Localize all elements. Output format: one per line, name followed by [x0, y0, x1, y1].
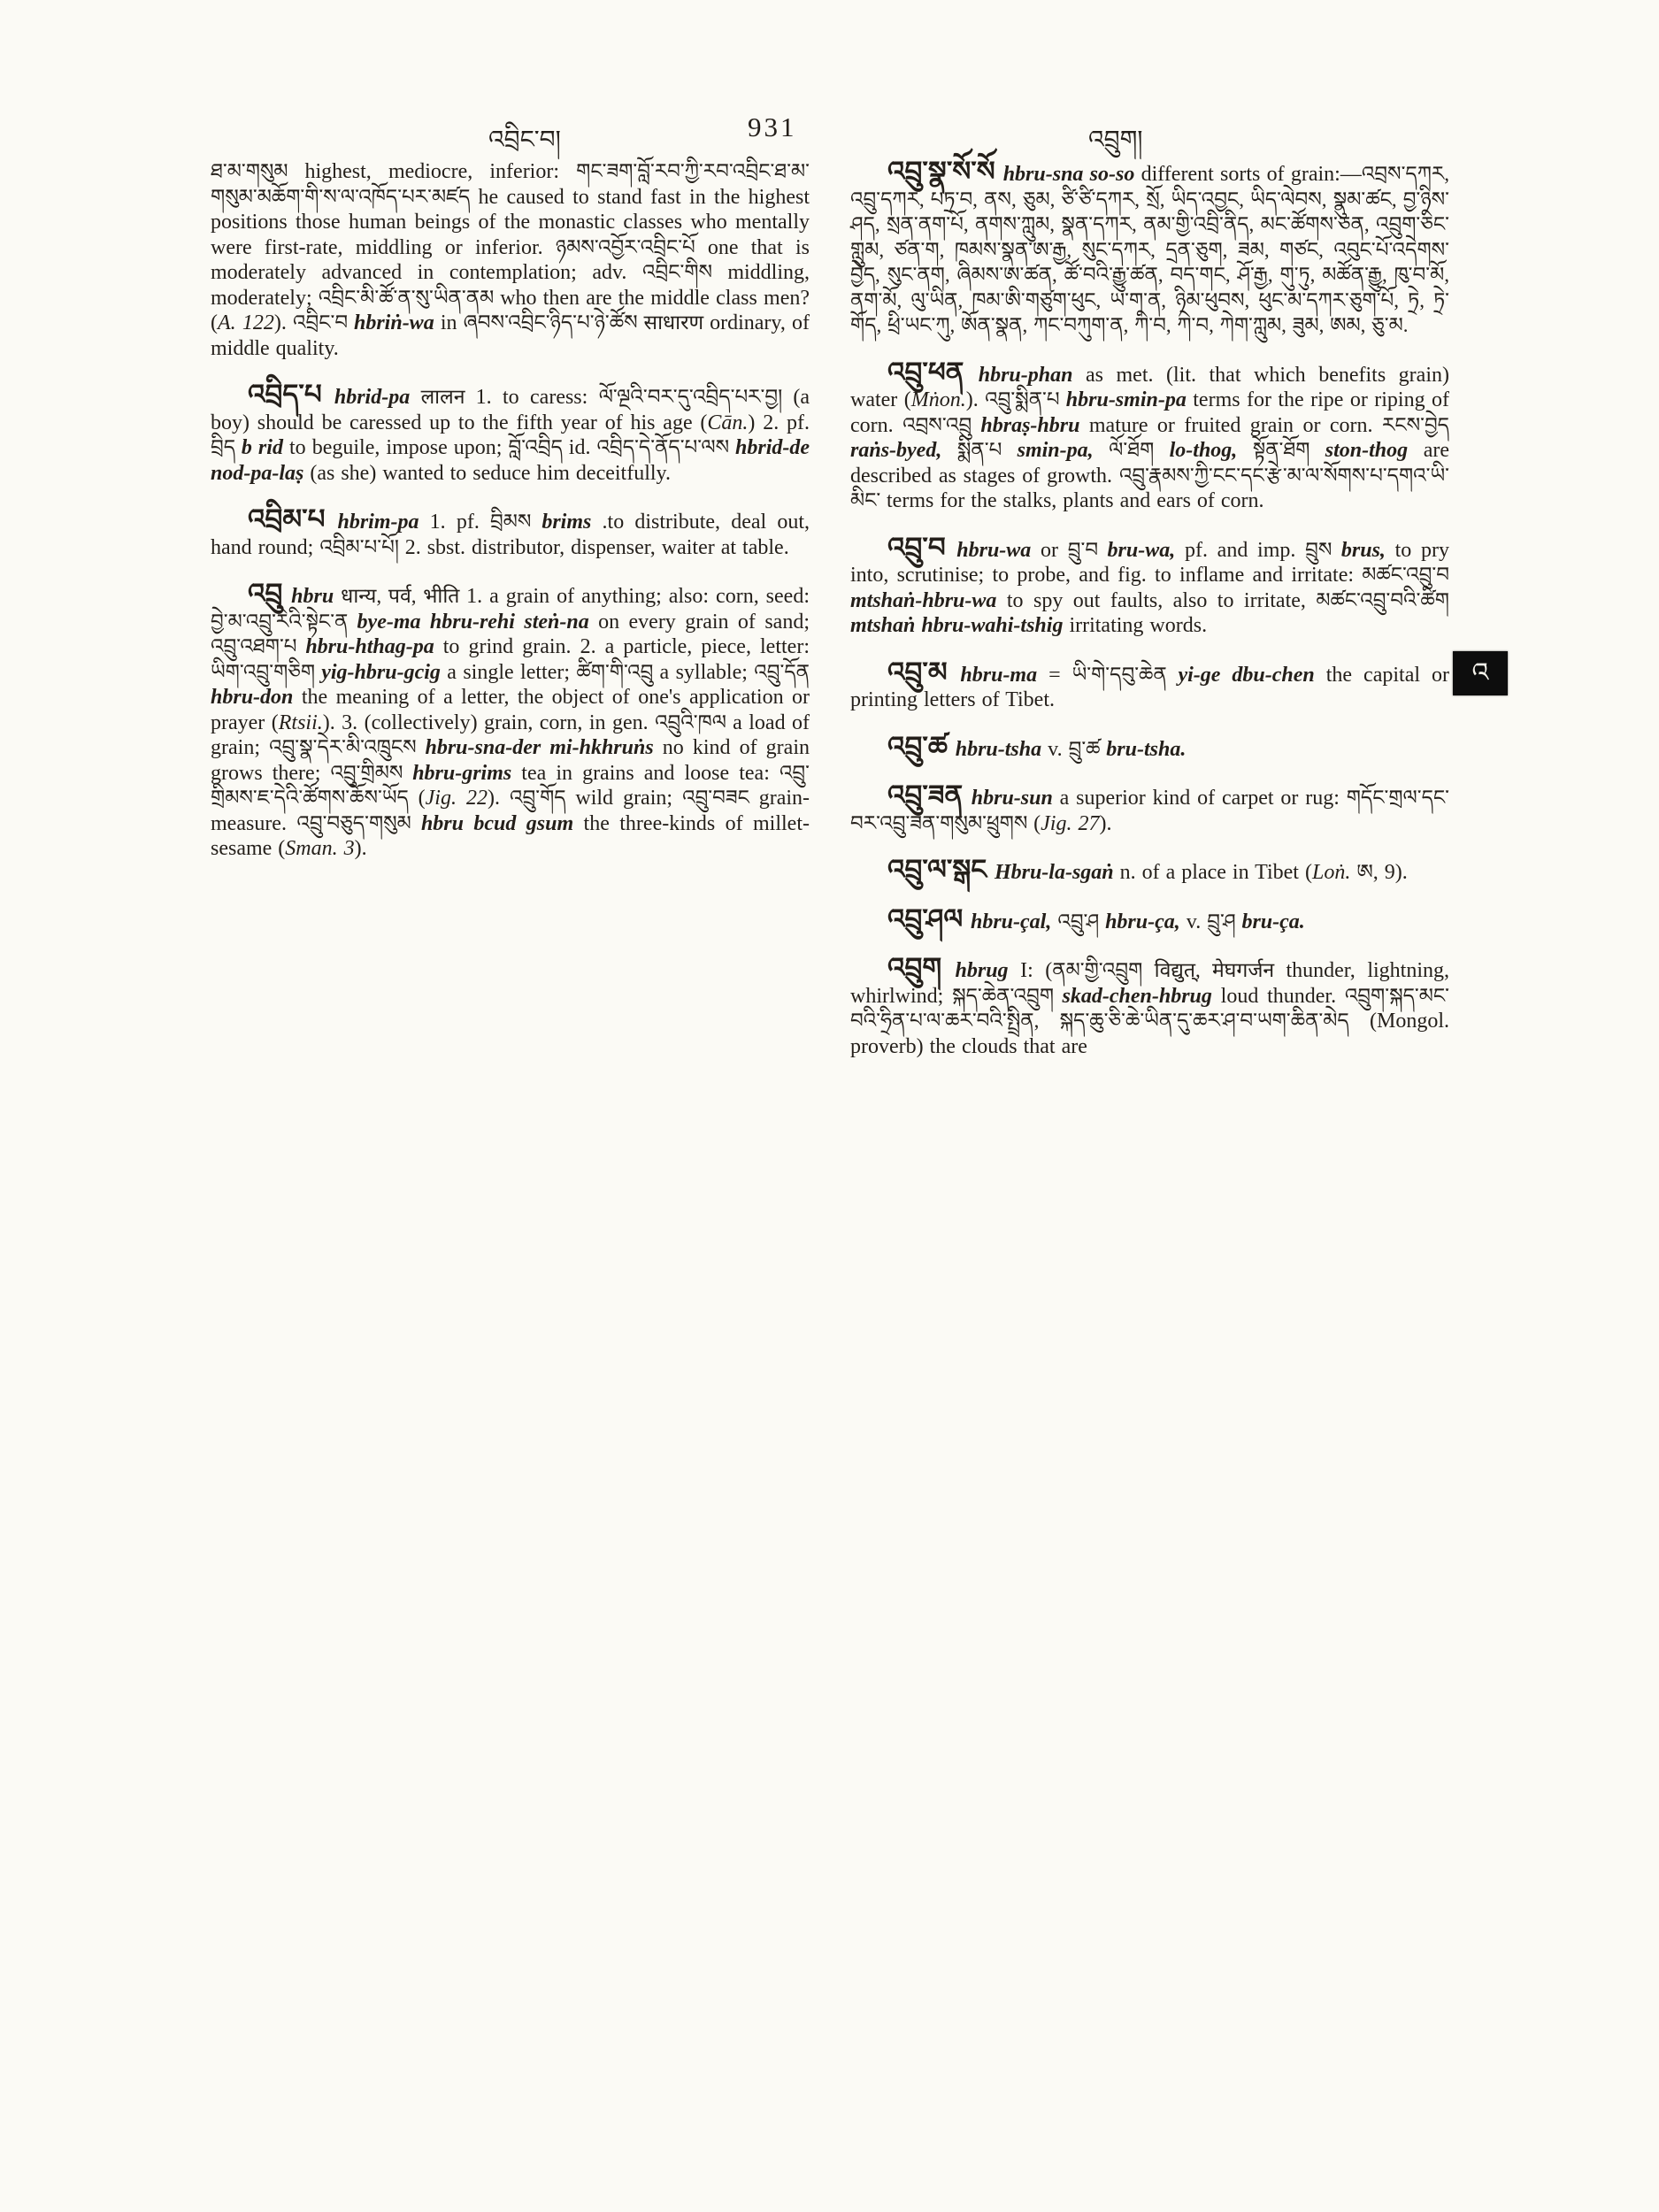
text-segment: terms for the ripe or riping of corn.: [850, 388, 1449, 437]
text-segment: ) 2. pf.: [748, 411, 810, 434]
text-segment: who then are the middle class men? (: [211, 286, 810, 334]
text-segment: འབྲུ་རྣམས་ཀྱི་ངང་དང་རྩེ་མ་ལ་སོགས་པ་དགའ་ཡི་མིང་: [850, 464, 1449, 511]
text-segment: hbru-sna-der mi-hkhruṅs: [425, 736, 663, 759]
text-segment: ston-thog: [1325, 439, 1424, 462]
text-segment: བྲིད: [211, 436, 242, 458]
text-segment: highest, mediocre, inferior:: [304, 160, 577, 183]
text-segment: a single letter;: [447, 660, 577, 684]
text-segment: འབྲུ་བཟང: [682, 787, 759, 809]
text-segment: 1. to caress:: [475, 386, 599, 409]
text-segment: धान्य, पर्व, भीति: [341, 585, 467, 607]
text-segment: ལོ་ཐོག: [1109, 439, 1170, 461]
text-segment: གདོང་གྲལ་དང་བར་འབྲུ་ཟན་གསུམ་ཕྲུགས: [850, 787, 1450, 834]
text-segment: middling, moderately;: [211, 261, 810, 310]
text-segment: མཚང་འབྲུ་བ: [1362, 564, 1449, 586]
entry-hbru-ma: [850, 656, 1449, 713]
text-segment: n. of a place in Tibet (: [1119, 861, 1312, 884]
text-segment: འབྲུ་ཚ: [887, 730, 956, 762]
text-segment: འབྲིད་པ: [248, 379, 334, 410]
text-segment: གང་ཟག་བློ་རབ་ཀྱི་རབ་འབྲིང་ཐ་མ་གསུམ་མཆོག་གི་ས་ལ་འཁོད་པར་མཛད: [211, 160, 810, 208]
text-segment: a load of grain;: [211, 710, 810, 759]
left-column: [211, 159, 810, 883]
text-segment: འབྲིམ་པ་པོ།: [319, 535, 405, 558]
text-segment: ).: [1099, 811, 1112, 835]
text-segment: hbrid-de nod-pa-laṣ: [211, 436, 810, 485]
text-segment: Mṅon.: [910, 388, 966, 411]
entry-hbru-tsha: [850, 730, 1449, 763]
text-segment: འབྲིང་བ: [292, 311, 354, 334]
text-segment: or: [1041, 538, 1068, 562]
text-segment: (: [1033, 811, 1041, 835]
text-segment: are described as stages of growth.: [850, 439, 1449, 488]
text-segment: on every grain of sand;: [598, 610, 810, 634]
text-segment: hbru-don: [211, 686, 302, 709]
text-segment: འབྲིད་དེ་ནོད་པ་ལས: [596, 436, 736, 458]
text-segment: འབྲུ་སྣ་སོ་སོ: [887, 156, 1003, 187]
text-segment: Loṅ.: [1311, 861, 1357, 884]
text-segment: a superior kind of carpet or rug:: [1059, 787, 1347, 810]
text-segment: hbru-hthag-pa: [305, 635, 443, 658]
text-segment: མཚང་འབྲུ་བའི་ཚིག: [1316, 588, 1449, 611]
text-segment: smin-pa,: [1017, 439, 1110, 462]
text-segment: ཐ་མ་གསུམ: [211, 160, 305, 182]
text-segment: འབྲུ་ཤ: [1057, 910, 1106, 933]
text-segment: འབྲུ་འཐག་པ: [211, 635, 306, 657]
text-segment: hbru bcud gsum: [420, 811, 584, 835]
text-segment: to beguile, impose upon;: [289, 436, 509, 459]
text-segment: hbru-çal,: [970, 910, 1058, 933]
text-segment: ). 3. (collectively) grain, corn, in gen.: [322, 710, 656, 734]
text-columns: [211, 156, 1450, 1080]
text-segment: འབྲུ་ལ་སྒང: [887, 854, 995, 885]
text-segment: mature or fruited grain or corn.: [1088, 413, 1382, 437]
text-segment: (Mongol. proverb) the clouds that are: [850, 1010, 1449, 1058]
text-segment: འབྲིམ་པ: [248, 503, 338, 534]
text-segment: Jig. 27: [1041, 811, 1100, 835]
entry-hbru-cal: [850, 902, 1449, 935]
text-segment: འབྲུ་བཅུད་གསུམ: [296, 811, 421, 834]
text-segment: འབྲུ་བ: [887, 531, 957, 563]
text-segment: hbrug: [955, 959, 1021, 982]
text-segment: bye-ma hbru-rehi steṅ-na: [357, 610, 599, 634]
text-segment: བྲུ་ཤ: [1207, 910, 1242, 933]
entry-hbru: [211, 578, 810, 862]
text-segment: the meaning of a letter, the object of one's application or prayer (: [211, 686, 810, 734]
text-segment: I: (: [1020, 959, 1053, 982]
text-segment: ཡིག་འབྲུ་གཅིག: [211, 660, 322, 683]
header-keyword-right: འབྲུག།: [1088, 127, 1143, 154]
text-segment: ཡི་གེ་དབུ་ཆེན: [1071, 663, 1179, 686]
text-segment: ཨ: [1356, 861, 1373, 883]
text-segment: འབྲུའི་ཁལ: [655, 710, 733, 733]
text-segment: འབྲུ་སྣ་དེར་མི་འཁྲུངས: [269, 736, 426, 758]
text-segment: hbriṅ-wa: [353, 311, 441, 334]
text-segment: འབྲུ་ཤལ: [887, 902, 971, 934]
entry-hbrim-pa: [211, 503, 810, 560]
text-segment: ).: [487, 787, 511, 810]
text-segment: རངས་བྱེད: [1381, 413, 1449, 436]
text-segment: in: [440, 311, 464, 334]
text-segment: 2. sbst. distributor, dispenser, waiter at table.: [404, 535, 789, 559]
text-segment: hbru-wa: [956, 538, 1041, 562]
text-segment: hbru: [291, 585, 342, 608]
entry-hbru-la-sgan: [850, 854, 1449, 886]
text-segment: ).: [965, 388, 986, 411]
text-segment: skad-chen-hbrug: [1062, 984, 1221, 1008]
text-segment: འབྲུ་གྲིམས: [330, 761, 413, 784]
text-segment: Sman. 3: [285, 837, 355, 860]
text-segment: wild grain;: [575, 787, 683, 810]
text-segment: (as she) wanted to seduce him deceitfully.: [310, 461, 671, 485]
text-segment: विद्युत्, मेघगर्जन: [1154, 959, 1286, 981]
text-segment: irritating words.: [1069, 614, 1208, 637]
entry-hbru-wa: [850, 531, 1450, 639]
text-segment: འབྲུ་གྲིམས་ཇ་དེའི་ཚོགས་ཆོས་ཡོད: [211, 761, 810, 809]
text-segment: ལོ་ལྔའི་བར་དུ་འབྲིད་པར་བྱ།: [598, 386, 794, 408]
text-segment: hbru-grims: [412, 761, 522, 785]
text-segment: འབྲུག: [887, 952, 956, 983]
text-segment: བློ་འབྲིད: [508, 436, 569, 458]
text-segment: hbru-ma: [960, 663, 1049, 687]
text-segment: tea in grains and loose tea:: [521, 761, 780, 785]
text-segment: (: [418, 787, 426, 810]
entry-hbrin-wa-continuation: [211, 159, 810, 361]
text-segment: raṅs-byed,: [850, 439, 957, 462]
thumb-tab-letter: འ: [1471, 658, 1489, 687]
text-segment: .to distribute, deal out, hand round;: [211, 511, 810, 559]
text-segment: one that is moderately advanced in contemplation; adv.: [211, 235, 810, 284]
text-segment: འབྲས་འབྲུ: [902, 413, 981, 436]
text-segment: bru-ça.: [1241, 910, 1305, 933]
text-segment: hbru-ça,: [1105, 910, 1187, 933]
text-segment: འབྲས་དཀར, འབྲུ་དཀར, པཏྲ་བ, ནས, ཅུམ, ཙི་ཙི་དཀར, སྲོ, ཡིད་འབྱང, ཡིད་ལེབས, སྣུམ་ཚང, བྱ་ཉིས་ཤད, སྲན་ནག་པོ, ནགས་ཀླུམ, སྣན་དཀར, ནམ་གྱི་འབྲི་ནིད, མང་ཚོགས་ཅན, འབྲུག་ཅིང་གླུམ, ཙན་ག, ཁམས་སྣན་ཨ་རྒྱ, སུང་དཀར, དྲན་ཅུག, ཟམ, གཙང, འབུང་པོ་འདེགས་བྱེད, སུང་ནག, ཞིམས་ཨ་ཚན, ཚོ་བའི་རྒྱུ་ཚན, བད་གང, ཤོ་རྒྱ, གུ་ཏུ, མཚོན་རྒྱུ, ཁུ་བ་མོ, ནག་མོ, ལུ་ཡིན, ཁམ་ཨི་གཙུག་ཕུང, ཡ་ག་ན, ཉིམ་ཕུབས, ཕུང་མ་དཀར་ཅུག་པོ, ཏྲེ, ཏྲེ་གོད, ཕྲི་ཡང་ཀུ, ཨོན་སྣན, ཀང་བཀུག་ན, ཀི་བ, ཀེ་བ, ཀེག་ཀླུམ, ཟུམ, ཨམ, ཅུ་མ.: [850, 163, 1449, 336]
right-column: [850, 156, 1450, 1080]
text-segment: pf. and imp.: [1184, 538, 1306, 562]
text-segment: འབྲུ་སྨིན་པ: [985, 388, 1066, 411]
text-segment: lo-thog,: [1169, 439, 1253, 462]
entry-hbru-sun: [850, 780, 1450, 836]
text-segment: mtshaṅ hbru-wahi-tshig: [850, 614, 1070, 637]
text-segment: =: [1048, 663, 1072, 687]
text-segment: སྨིན་པ: [956, 439, 1018, 461]
text-segment: loud thunder.: [1220, 984, 1345, 1008]
text-segment: འབྲུ་དོན: [754, 660, 810, 683]
text-segment: hbraṣ-hbru: [980, 413, 1089, 437]
text-segment: mtshaṅ-hbru-wa: [850, 588, 1007, 612]
text-segment: བྱེ་མ་འབྲུ་རེའི་སྟེང་ན: [211, 610, 357, 633]
text-segment: Cān.: [707, 411, 749, 434]
section-thumb-tab: [1453, 651, 1508, 695]
text-segment: ཚིག་གི་འབྲུ: [576, 660, 660, 683]
page-number: 931: [748, 111, 797, 142]
text-segment: 1. pf.: [429, 511, 490, 534]
text-segment: id.: [568, 436, 597, 459]
text-segment: hbru-smin-pa: [1065, 388, 1194, 411]
text-segment: འབྲིང་མི་ཚོ་ན་སུ་ཡིན་ནམ: [318, 286, 501, 309]
text-segment: to pry into, scrutinise; to probe, and fig. to inflame and irritate:: [850, 538, 1450, 587]
text-segment: འབྲུ་གོད: [510, 787, 576, 809]
text-segment: thunder, lightning, whirlwind;: [850, 959, 1449, 1008]
entry-hbru-sna-so-so: [850, 156, 1449, 339]
text-segment: b rid: [241, 436, 289, 459]
text-segment: terms for the stalks, plants and ears of corn.: [887, 489, 1264, 512]
text-segment: to spy out faults, also to irritate,: [1006, 588, 1317, 612]
text-segment: brus,: [1340, 538, 1395, 562]
entry-hbrid-pa: [211, 379, 810, 486]
text-segment: hbru-tsha: [955, 737, 1048, 761]
text-segment: to grind grain. 2. a particle, piece, letter:: [442, 635, 810, 658]
text-segment: Hbru-la-sgaṅ: [994, 861, 1120, 884]
text-segment: ནམ་གྱི་འབྲུག: [1052, 959, 1155, 981]
text-segment: v.: [1048, 737, 1069, 761]
entry-hbrug: [850, 952, 1449, 1059]
text-segment: སྐད་ཆེན་འབྲུག: [952, 984, 1063, 1007]
text-segment: Jig. 22: [425, 787, 488, 810]
text-segment: Rtsii.: [278, 710, 323, 734]
text-segment: ).: [273, 311, 293, 334]
text-segment: brims: [541, 511, 603, 534]
text-segment: hbrid-pa: [334, 386, 421, 409]
text-segment: བྲུ་ཚ: [1068, 737, 1107, 760]
text-segment: འབྲིང་གིས: [641, 261, 728, 283]
text-segment: a syllable;: [659, 660, 755, 684]
text-segment: साधारण: [643, 311, 710, 334]
text-segment: hbru-phan: [978, 363, 1086, 387]
text-segment: no kind of grain grows there;: [211, 736, 810, 785]
text-segment: 1. a grain of anything; also: corn, seed:: [466, 585, 810, 608]
text-segment: ཞབས་འབྲིང་ཉིད་པ་ཉེ་ཚོས: [463, 311, 644, 334]
text-segment: བྲིམས: [490, 511, 542, 533]
text-segment: , 9).: [1372, 861, 1408, 884]
text-segment: bru-tsha.: [1106, 737, 1187, 761]
text-segment: འབྲུ་མ: [887, 656, 961, 687]
text-segment: the three-kinds of millet-sesame (: [211, 811, 810, 860]
text-segment: v.: [1186, 910, 1208, 933]
text-segment: ).: [354, 837, 367, 860]
text-segment: grain-measure.: [211, 787, 810, 835]
text-segment: as met. (lit. that which benefits grain) water (: [850, 363, 1449, 411]
text-segment: different sorts of grain:—: [1141, 163, 1362, 186]
text-segment: hbru-sun: [971, 787, 1060, 810]
text-segment: hbrim-pa: [337, 511, 430, 534]
text-segment: འབྲུ་ཟན: [887, 780, 972, 810]
text-segment: ཉམས་འབྱོར་འབྲིང་པོ: [555, 235, 708, 258]
text-segment: འབྲུག་སྐད་མང་བའི་ཧྲིན་པ་ལ་ཆར་བའི་སྤྲིན, སྐད་ཆུ་ཅི་ཆེ་ཡིན་དུ་ཆར་ཤ་བ་ཡག་ཆིན་མེད: [850, 984, 1449, 1032]
text-segment: འབྲུ་ཕན: [887, 356, 979, 388]
text-segment: he caused to stand fast in the highest positions those human beings of the monastic classes who mentally were first-rate, middling or inferior.: [211, 185, 810, 259]
text-segment: སྟོན་ཐོག: [1252, 439, 1325, 461]
text-segment: A. 122: [218, 311, 274, 334]
text-segment: yi-ge dbu-chen: [1178, 663, 1326, 687]
text-segment: འབྲུ: [248, 578, 292, 609]
text-segment: བྲུ་བ: [1067, 538, 1108, 561]
text-segment: लालन: [420, 386, 476, 408]
text-segment: the capital or printing letters of Tibet.: [850, 663, 1449, 711]
text-segment: hbru-sna so-so: [1002, 163, 1141, 186]
text-segment: yig-hbru-gcig: [321, 660, 448, 684]
text-segment: ordinary, of middle quality.: [211, 311, 810, 360]
text-segment: bru-wa,: [1107, 538, 1185, 562]
text-segment: (a boy) should be caressed up to the fifth year of his age (: [211, 386, 810, 434]
entry-hbru-phan: [850, 356, 1449, 514]
text-segment: བྲུས: [1305, 538, 1341, 561]
header-keyword-left: འབྲིང་བ།: [488, 127, 561, 154]
